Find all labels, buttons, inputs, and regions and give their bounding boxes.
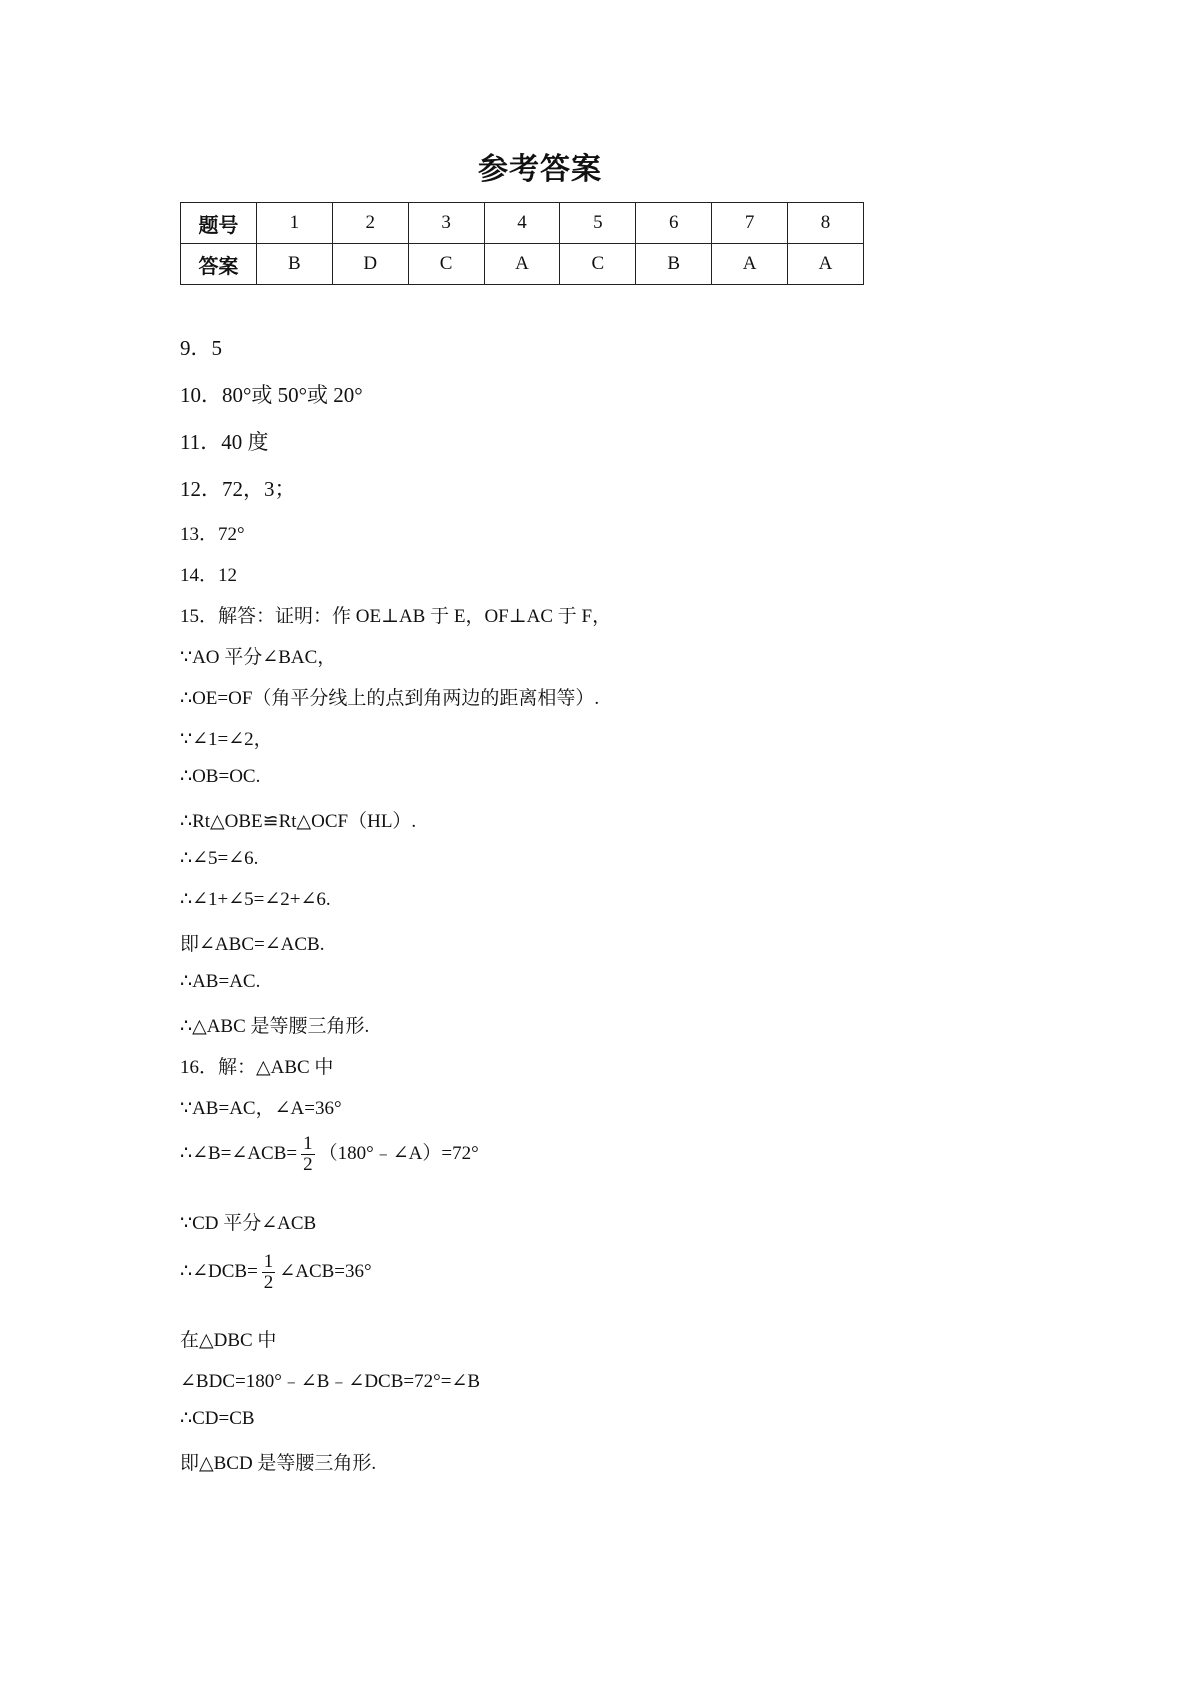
table-cell: 8 <box>788 203 864 244</box>
fraction-half <box>301 1134 315 1175</box>
solution-text: （180°﹣∠A）=72° <box>318 1142 479 1164</box>
answer-table <box>180 202 864 285</box>
table-cell: C <box>408 244 484 285</box>
page-title: 参考答案 <box>478 152 602 187</box>
answer-16-heading: 16．解：△ABC 中 <box>180 1057 334 1078</box>
proof-line: ∴∠5=∠6. <box>180 848 259 869</box>
solution-line: 即△BCD 是等腰三角形. <box>180 1453 377 1474</box>
table-cell: 3 <box>408 203 484 244</box>
table-cell: 6 <box>636 203 712 244</box>
fraction-numerator: 1 <box>263 1251 274 1272</box>
answer-14: 14．12 <box>180 565 238 586</box>
proof-line: ∵∠1=∠2， <box>180 729 273 750</box>
table-cell: 1 <box>256 203 332 244</box>
table-cell: 5 <box>560 203 636 244</box>
proof-line: ∴AB=AC. <box>180 971 261 992</box>
table-cell: 7 <box>712 203 788 244</box>
table-row-numbers <box>181 203 864 244</box>
proof-line: ∴△ABC 是等腰三角形. <box>180 1016 370 1037</box>
answer-12: 12．72，3； <box>180 477 296 501</box>
answer-9: 9．5 <box>180 336 222 360</box>
proof-line: ∴Rt△OBE≌Rt△OCF（HL）. <box>180 811 417 832</box>
proof-line: ∴∠1+∠5=∠2+∠6. <box>180 889 331 910</box>
solution-line: ∵CD 平分∠ACB <box>180 1213 317 1234</box>
table-cell: A <box>484 244 560 285</box>
fraction-denominator: 2 <box>263 1271 274 1293</box>
table-cell: B <box>636 244 712 285</box>
solution-line-fraction <box>180 1134 479 1175</box>
table-cell: 4 <box>484 203 560 244</box>
table-cell: C <box>560 244 636 285</box>
proof-line: ∴OE=OF（角平分线上的点到角两边的距离相等）. <box>180 688 600 709</box>
proof-line: 即∠ABC=∠ACB. <box>180 934 325 955</box>
table-header-answer: 答案 <box>181 244 257 285</box>
table-row-answers <box>181 244 864 285</box>
fraction-half <box>262 1252 276 1293</box>
solution-line: ∠BDC=180°﹣∠B﹣∠DCB=72°=∠B <box>180 1371 481 1392</box>
table-cell: A <box>788 244 864 285</box>
solution-text: ∴∠B=∠ACB= <box>180 1142 298 1164</box>
table-cell: 2 <box>332 203 408 244</box>
solution-line: 在△DBC 中 <box>180 1330 277 1351</box>
table-cell: D <box>332 244 408 285</box>
solution-line: ∵AB=AC，∠A=36° <box>180 1098 342 1119</box>
proof-line: ∵AO 平分∠BAC， <box>180 647 337 668</box>
fraction-numerator: 1 <box>303 1133 313 1154</box>
solution-text: ∠ACB=36° <box>279 1260 372 1282</box>
table-header-number: 题号 <box>181 203 257 244</box>
answer-13: 13．72° <box>180 524 245 545</box>
answer-15-heading: 15．解答：证明：作 OE⊥AB 于 E，OF⊥AC 于 F， <box>180 606 612 627</box>
solution-line: ∴CD=CB <box>180 1408 255 1429</box>
answer-10: 10．80°或 50°或 20° <box>180 383 363 407</box>
solution-line-fraction <box>180 1252 372 1293</box>
solution-text: ∴∠DCB= <box>180 1260 258 1282</box>
table-cell: A <box>712 244 788 285</box>
table-cell: B <box>256 244 332 285</box>
answer-11: 11．40 度 <box>180 430 269 454</box>
fraction-denominator: 2 <box>303 1153 313 1175</box>
proof-line: ∴OB=OC. <box>180 766 261 787</box>
